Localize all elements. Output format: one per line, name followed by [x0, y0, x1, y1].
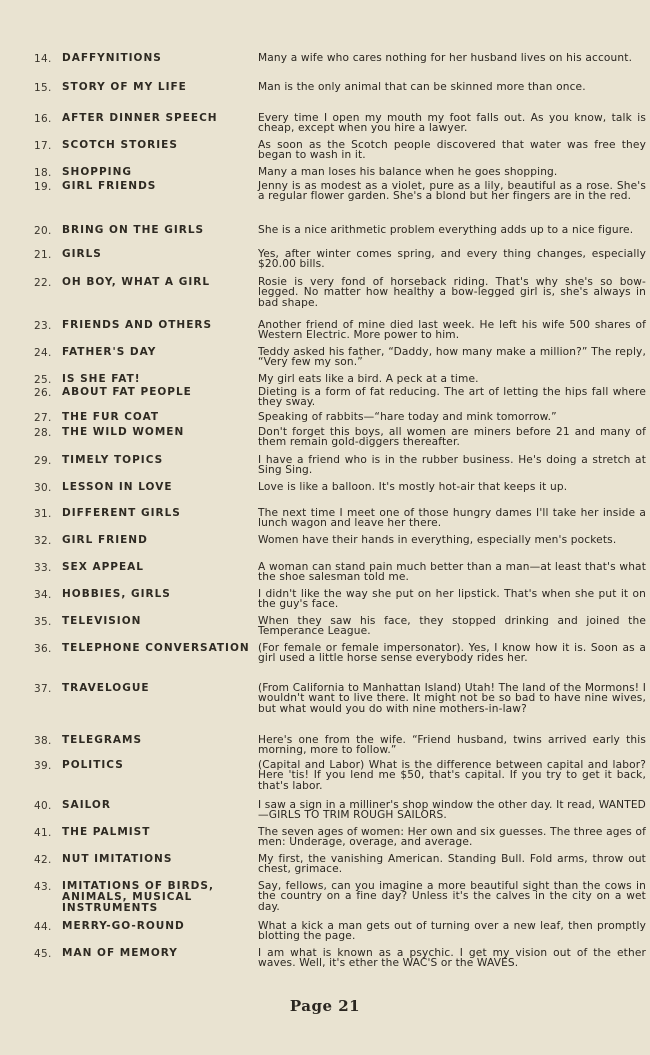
entry-joke: What a kick a man gets out of turning over a new leaf, then promptly blotting the page.: [258, 920, 646, 943]
entry-topic: FATHER'S DAY: [62, 346, 157, 358]
entry-joke: I have a friend who is in the rubber business. He's doing a stretch at Sing Sing.: [258, 454, 646, 477]
entry-topic: DAFFYNITIONS: [62, 52, 162, 64]
entry-number: 28.: [34, 427, 52, 439]
entry-topic: NUT IMITATIONS: [62, 853, 173, 865]
entry-number: 40.: [34, 800, 52, 812]
entry-joke: I am what is known as a psychic. I get my vision out of the ether waves. Well, it's ether the WAC'S or the WAVES.: [258, 947, 646, 970]
entry-topic: HOBBIES, GIRLS: [62, 588, 171, 600]
entry-joke: Many a wife who cares nothing for her husband lives on his account.: [258, 52, 633, 64]
entry-joke: Here's one from the wife. “Friend husband, twins arrived early this morning, more to follow.”: [258, 734, 646, 757]
entry-joke: The next time I meet one of those hungry dames I'll take her inside a lunch wagon and leave her there.: [258, 507, 646, 530]
entry-number: 24.: [34, 347, 52, 359]
entry-joke: A woman can stand pain much better than a man—at least that's what the shoe salesman told me.: [258, 561, 646, 584]
entry-joke: When they saw his face, they stopped drinking and joined the Temperance League.: [258, 615, 646, 638]
entry-topic: TELEPHONE CONVERSATION: [62, 642, 250, 654]
entry-topic: SAILOR: [62, 799, 111, 811]
entry-number: 37.: [34, 683, 52, 695]
entry-joke: Speaking of rabbits—“hare today and mink tomorrow.”: [258, 411, 557, 423]
page-number: Page 21: [289, 997, 361, 1015]
entry-number: 16.: [34, 113, 52, 125]
entry-number: 19.: [34, 181, 52, 193]
entry-joke: Dieting is a form of fat reducing. The art of letting the hips fall where they sway.: [258, 386, 646, 409]
entry-topic: GIRLS: [62, 248, 102, 260]
entry-topic: THE FUR COAT: [62, 411, 160, 423]
entry-topic: GIRL FRIENDS: [62, 180, 157, 192]
entry-topic: TRAVELOGUE: [62, 682, 150, 694]
entry-joke: Many a man loses his balance when he goes shopping.: [258, 166, 558, 178]
entry-topic: STORY OF MY LIFE: [62, 81, 187, 93]
entry-topic: IS SHE FAT!: [62, 373, 141, 385]
entry-number: 36.: [34, 643, 52, 655]
entry-topic: ABOUT FAT PEOPLE: [62, 386, 192, 398]
entry-number: 21.: [34, 249, 52, 261]
entry-number: 27.: [34, 412, 52, 424]
entry-joke: As soon as the Scotch people discovered that water was free they began to wash in it.: [258, 139, 646, 162]
entry-topic: LESSON IN LOVE: [62, 481, 173, 493]
entry-number: 44.: [34, 921, 52, 933]
entry-number: 45.: [34, 948, 52, 960]
entry-topic: SHOPPING: [62, 166, 132, 178]
entry-topic: OH BOY, WHAT A GIRL: [62, 276, 211, 288]
entry-joke: Yes, after winter comes spring, and every thing changes, especially $20.00 bills.: [258, 248, 646, 271]
entry-joke: Jenny is as modest as a violet, pure as a lily, beautiful as a rose. She's a regular flower garden. She's a blond but her fingers are in the red.: [258, 180, 646, 203]
entry-number: 38.: [34, 735, 52, 747]
entry-topic: THE PALMIST: [62, 826, 151, 838]
entry-joke: The seven ages of women: Her own and six guesses. The three ages of men: Underage, overage, and average.: [258, 826, 646, 849]
entry-topic: TELEGRAMS: [62, 734, 143, 746]
entry-number: 26.: [34, 387, 52, 399]
entry-joke: Another friend of mine died last week. He left his wife 500 shares of Western Electric. More power to him.: [258, 319, 646, 342]
entry-number: 22.: [34, 277, 52, 289]
entry-number: 17.: [34, 140, 52, 152]
entry-topic: POLITICS: [62, 759, 124, 771]
entry-number: 43.: [34, 881, 52, 893]
entry-topic: TELEVISION: [62, 615, 142, 627]
entry-topic: SEX APPEAL: [62, 561, 144, 573]
entry-number: 33.: [34, 562, 52, 574]
entry-joke: Love is like a balloon. It's mostly hot-air that keeps it up.: [258, 481, 568, 493]
entry-joke: I saw a sign in a milliner's shop window the other day. It read, WANTED—GIRLS TO TRIM ROUGH SAILORS.: [258, 799, 646, 822]
entry-joke: Women have their hands in everything, especially men's pockets.: [258, 534, 617, 546]
entry-number: 15.: [34, 82, 52, 94]
entry-joke: My first, the vanishing American. Standing Bull. Fold arms, throw out chest, grimace.: [258, 853, 646, 876]
entry-number: 14.: [34, 53, 52, 65]
entry-joke: I didn't like the way she put on her lipstick. That's when she put it on the guy's face.: [258, 588, 646, 611]
entry-number: 39.: [34, 760, 52, 772]
entry-number: 23.: [34, 320, 52, 332]
entry-joke: Every time I open my mouth my foot falls out. As you know, talk is cheap, except when you hire a lawyer.: [258, 112, 646, 135]
entry-topic: BRING ON THE GIRLS: [62, 224, 205, 236]
entry-topic: SCOTCH STORIES: [62, 139, 178, 151]
entry-topic: TIMELY TOPICS: [62, 454, 164, 466]
entry-topic: FRIENDS AND OTHERS: [62, 319, 213, 331]
entry-number: 18.: [34, 167, 52, 179]
entry-number: 29.: [34, 455, 52, 467]
entry-topic: THE WILD WOMEN: [62, 426, 185, 438]
entry-joke: She is a nice arithmetic problem everything adds up to a nice figure.: [258, 224, 634, 236]
entry-topic: DIFFERENT GIRLS: [62, 507, 181, 519]
entry-joke: Don't forget this boys, all women are miners before 21 and many of them remain gold-diggers thereafter.: [258, 426, 646, 449]
entry-topic: MAN OF MEMORY: [62, 947, 178, 959]
entry-number: 20.: [34, 225, 52, 237]
entry-joke: (From California to Manhattan Island) Utah! The land of the Mormons! I wouldn't want to live there. It might not be so bad to have nine wives, but what would you do with nine mothers-in-law?: [258, 682, 646, 715]
entry-topic: IMITATIONS OF BIRDS, ANIMALS, MUSICAL INSTRUMENTS: [62, 880, 214, 914]
entry-topic: MERRY-GO-ROUND: [62, 920, 185, 932]
entry-number: 34.: [34, 589, 52, 601]
entry-number: 25.: [34, 374, 52, 386]
entry-topic: AFTER DINNER SPEECH: [62, 112, 218, 124]
entry-joke: (For female or female impersonator). Yes, I know how it is. Soon as a girl used a little horse sense everybody rides her.: [258, 642, 646, 665]
entry-joke: (Capital and Labor) What is the difference between capital and labor? Here 'tis! If you lend me $50, that's capital. If you try to get it back, that's labor.: [258, 759, 646, 792]
entry-number: 35.: [34, 616, 52, 628]
entry-joke: Say, fellows, can you imagine a more beautiful sight than the cows in the country on a fine day? Unless it's the calves in the city on a wet day.: [258, 880, 646, 913]
entry-joke: Man is the only animal that can be skinned more than once.: [258, 81, 586, 93]
entry-joke: My girl eats like a bird. A peck at a time.: [258, 373, 479, 385]
entry-number: 31.: [34, 508, 52, 520]
entry-joke: Rosie is very fond of horseback riding. That's why she's so bow-legged. No matter how healthy a bow-legged girl is, she's always in bad shape.: [258, 276, 646, 309]
entry-topic: GIRL FRIEND: [62, 534, 148, 546]
entry-number: 30.: [34, 482, 52, 494]
entry-number: 41.: [34, 827, 52, 839]
entry-number: 32.: [34, 535, 52, 547]
entry-number: 42.: [34, 854, 52, 866]
entry-joke: Teddy asked his father, “Daddy, how many make a million?” The reply, “Very few my son.”: [258, 346, 646, 369]
